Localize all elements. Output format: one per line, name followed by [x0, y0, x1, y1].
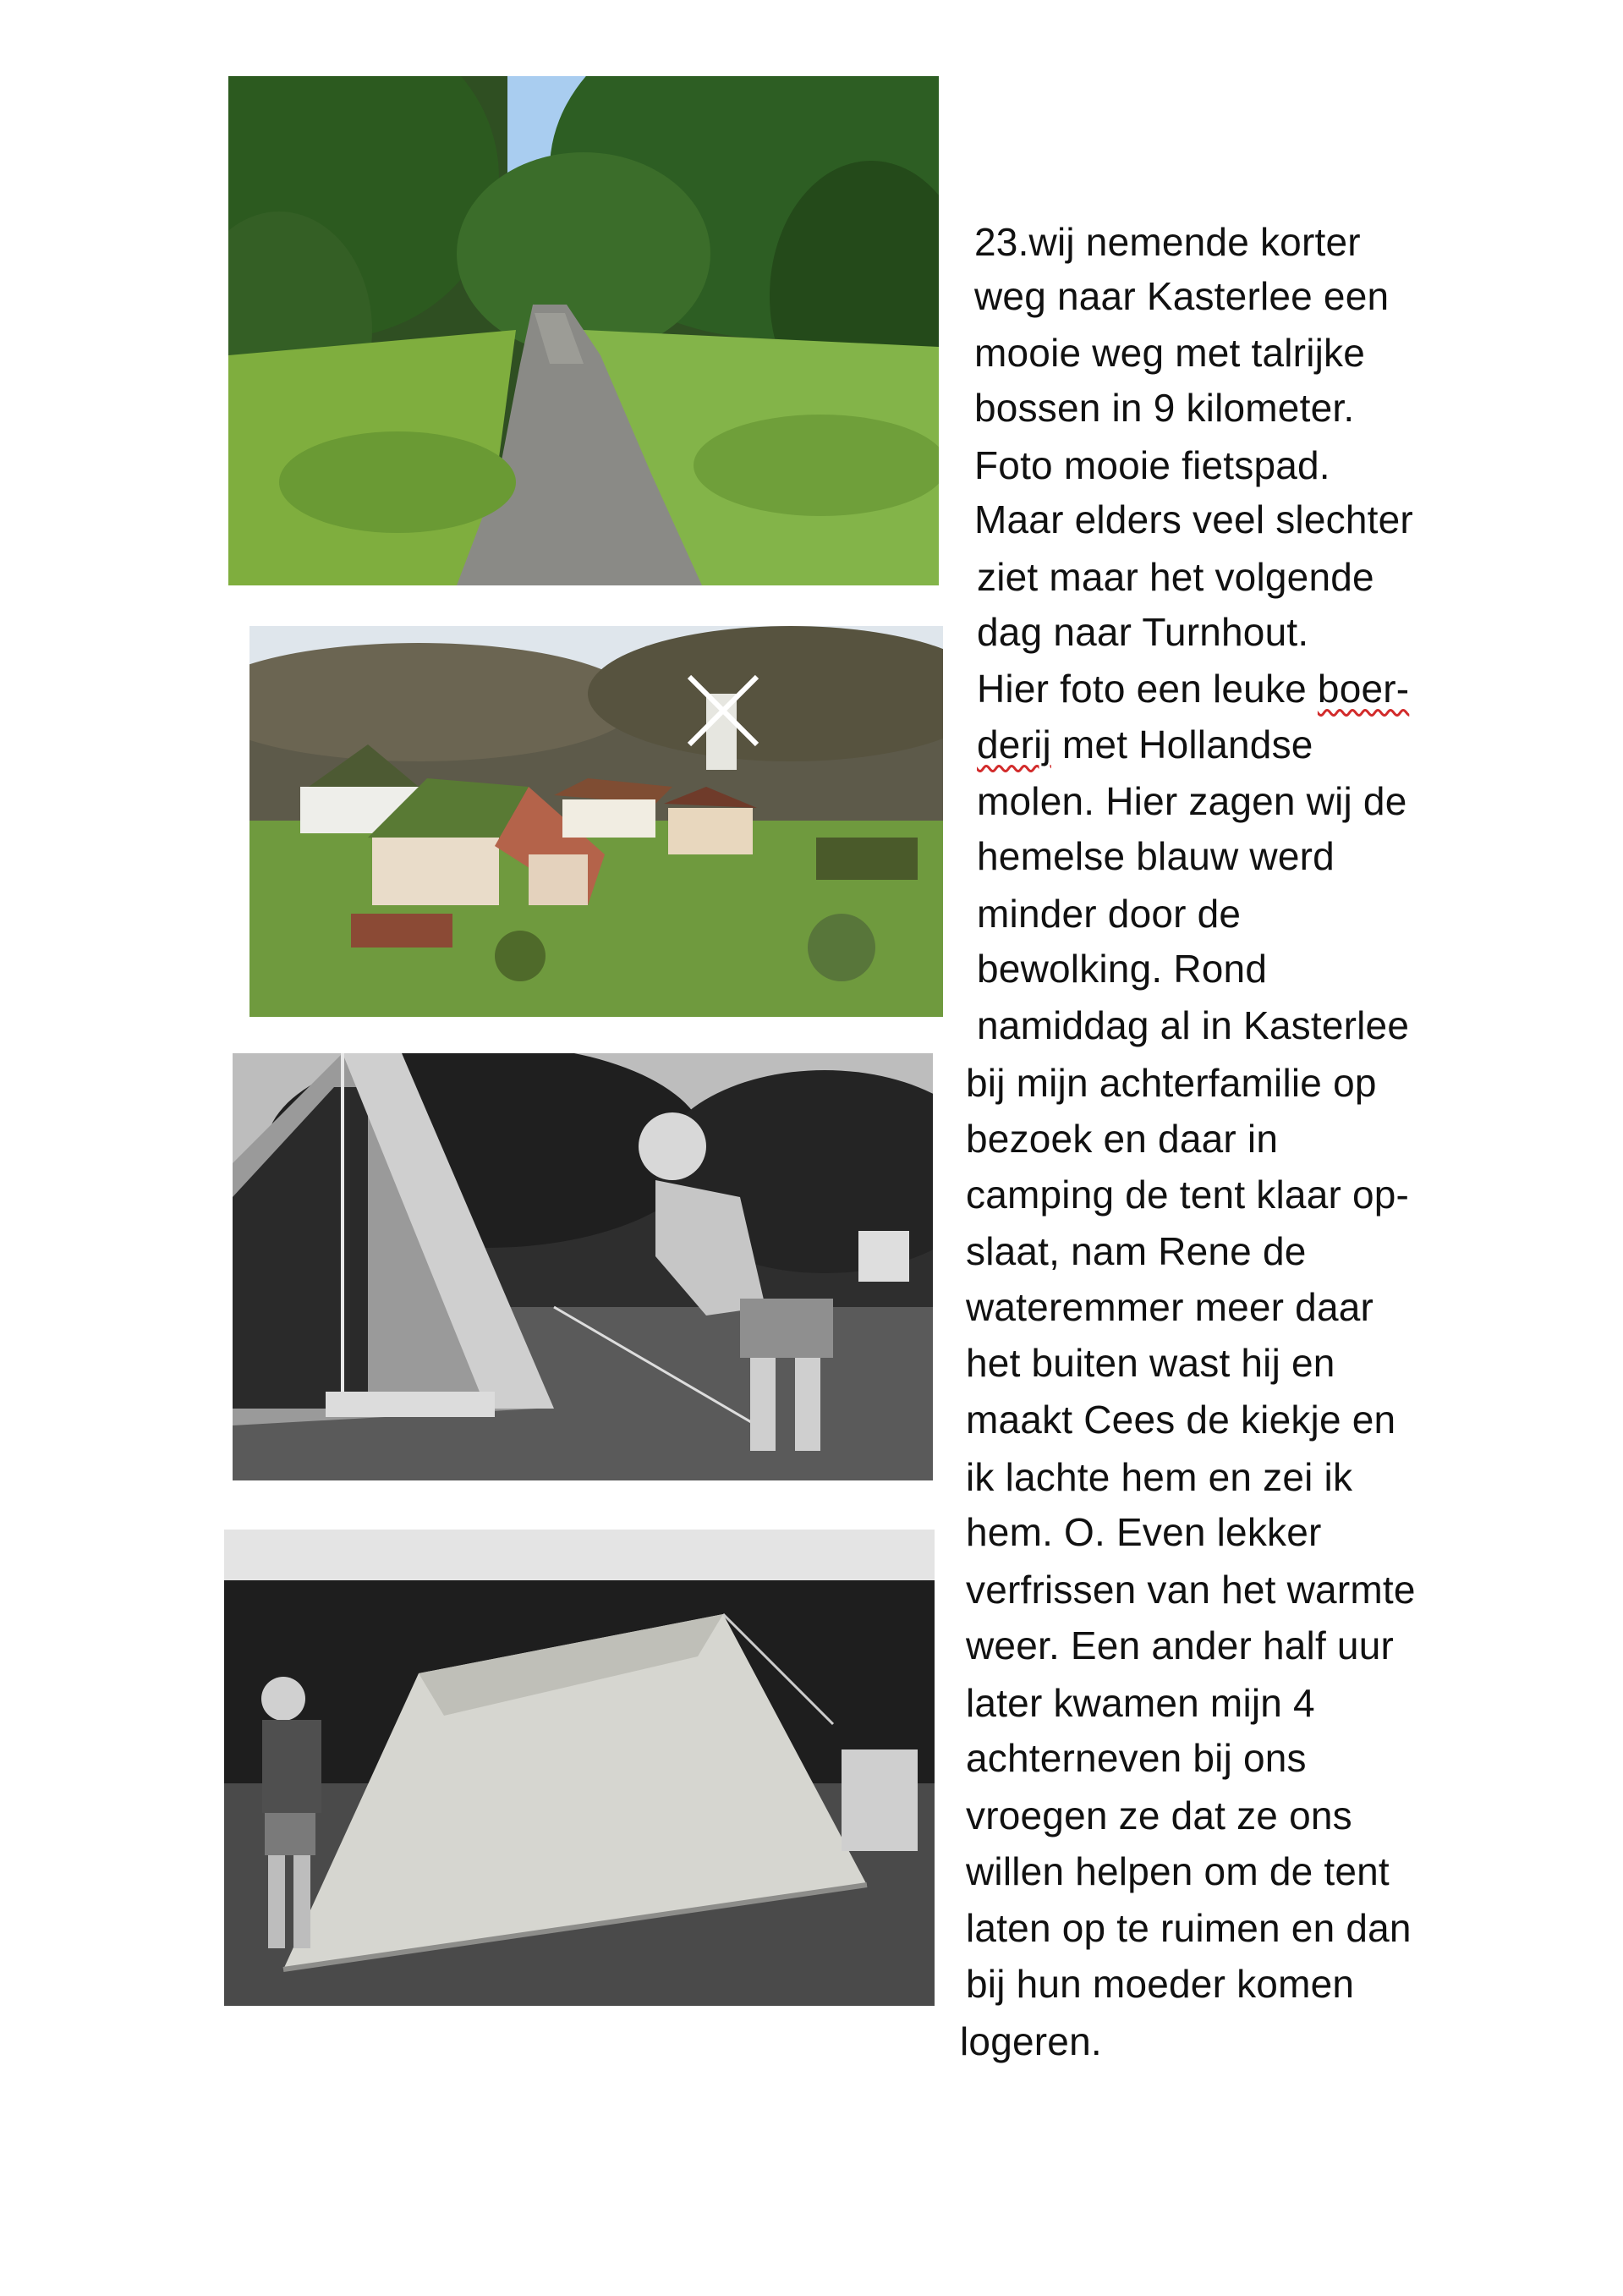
story-line: later kwamen mijn 4 — [966, 1681, 1315, 1725]
story-line: camping de tent klaar op- — [966, 1173, 1410, 1217]
farmhouses-illustration — [249, 626, 943, 1017]
story-line: mooie weg met talrijke — [974, 331, 1366, 375]
spellcheck-flagged-word: boer- — [1317, 667, 1410, 711]
story-line: 23.wij nemende korter — [974, 220, 1361, 264]
story-line: het buiten wast hij en — [966, 1341, 1335, 1385]
tent-pitched-illustration — [224, 1530, 935, 2006]
story-line-text: Hier foto een leuke — [977, 667, 1318, 711]
story-line: namiddag al in Kasterlee — [977, 1003, 1410, 1047]
story-line: bij mijn achterfamilie op — [966, 1061, 1377, 1105]
story-line — [977, 665, 1409, 712]
story-line: dag naar Turnhout. — [977, 610, 1309, 654]
story-line: ik lachte hem en zei ik — [966, 1455, 1353, 1499]
spellcheck-flagged-word: derij — [977, 722, 1051, 766]
story-line: weg naar Kasterlee een — [974, 274, 1390, 318]
tent-washing-illustration — [233, 1053, 933, 1480]
story-line: verfrissen van het warmte — [966, 1568, 1416, 1612]
story-line: vroegen ze dat ze ons — [966, 1793, 1352, 1837]
story-line-text: met Hollandse — [1050, 722, 1313, 766]
story-line: maakt Cees de kiekje en — [966, 1398, 1396, 1442]
photo-tent-pitched — [224, 1530, 935, 2006]
bike-path-illustration — [228, 76, 939, 585]
story-line: laten op te ruimen en dan — [966, 1906, 1412, 1950]
story-line: bij hun moeder komen — [966, 1962, 1355, 2006]
story-line: Foto mooie fietspad. — [974, 443, 1330, 487]
photo-farmhouses — [249, 626, 943, 1017]
story-line: bossen in 9 kilometer. — [974, 386, 1355, 430]
story-line: ziet maar het volgende — [977, 555, 1374, 599]
photo-tent-washing — [233, 1053, 933, 1480]
story-line: molen. Hier zagen wij de — [977, 779, 1407, 823]
story-line: wateremmer meer daar — [966, 1285, 1374, 1329]
story-line: weer. Een ander half uur — [966, 1623, 1395, 1667]
story-line — [977, 721, 1313, 768]
photo-bike-path — [228, 76, 939, 585]
story-line: willen helpen om de tent — [966, 1849, 1390, 1893]
story-line: hem. O. Even lekker — [966, 1510, 1322, 1554]
story-line: logeren. — [960, 2019, 1102, 2063]
story-line: bewolking. Rond — [977, 947, 1268, 991]
story-line: bezoek en daar in — [966, 1117, 1279, 1161]
story-line: hemelse blauw werd — [977, 834, 1335, 878]
story-line: slaat, nam Rene de — [966, 1229, 1307, 1273]
story-line: Maar elders veel slechter — [974, 497, 1413, 541]
story-line: achterneven bij ons — [966, 1736, 1307, 1780]
story-line: minder door de — [977, 892, 1242, 936]
